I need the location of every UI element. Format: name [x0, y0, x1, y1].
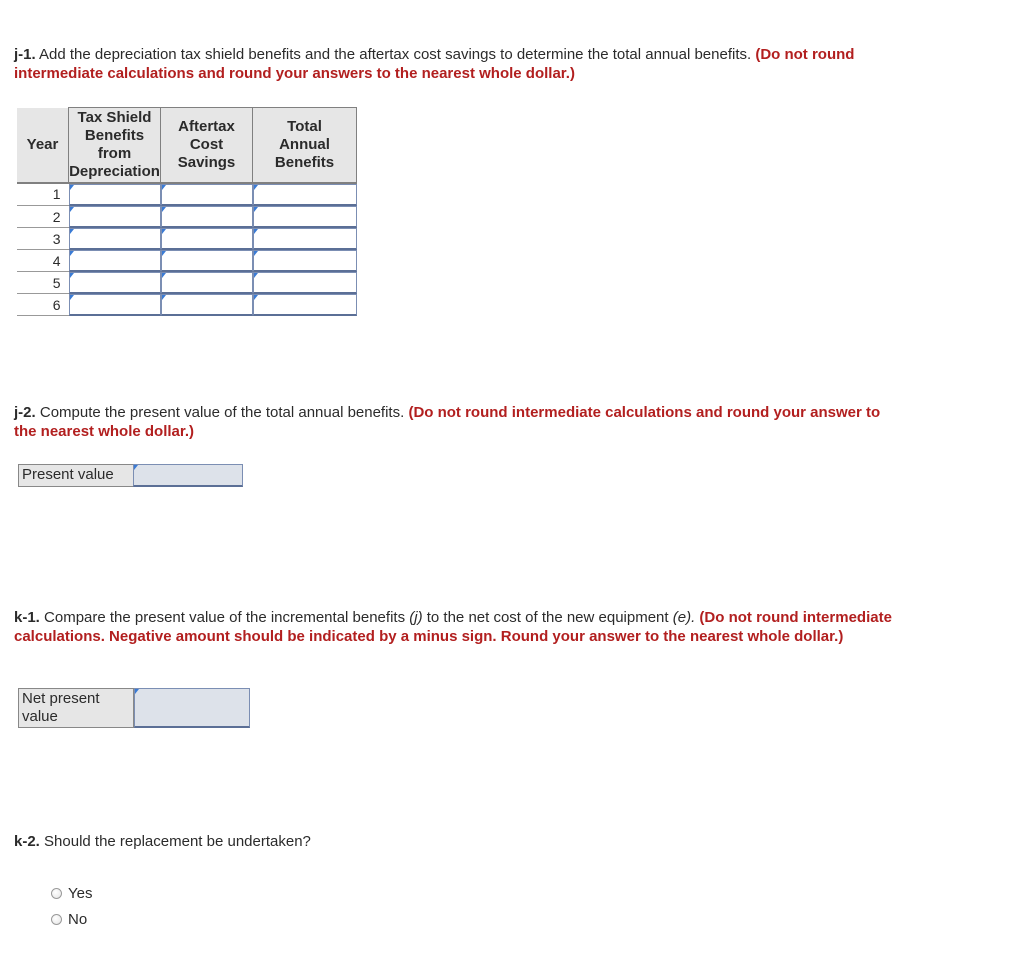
ref-e: (e). [672, 609, 696, 626]
radio-label: No [68, 911, 88, 928]
aftertax-input[interactable] [161, 272, 253, 294]
radio-button-icon[interactable] [51, 914, 62, 925]
header-line: Tax Shield [77, 108, 152, 126]
question-text: Add the depreciation tax shield benefits and the aftertax cost savings to determine the total annual benefits. [39, 46, 752, 63]
ref-j: (j) [409, 609, 423, 626]
question-number: j-2. [14, 404, 36, 421]
total-input[interactable] [253, 184, 357, 206]
header-line: Cost [189, 135, 224, 153]
aftertax-input[interactable] [161, 250, 253, 272]
year-cell: 1 [17, 183, 69, 206]
net-present-value-input[interactable] [134, 688, 250, 728]
header-line: Aftertax [178, 117, 235, 135]
benefits-table [17, 107, 357, 316]
table-row [17, 250, 357, 272]
header-line: Benefits [274, 153, 335, 171]
year-cell: 6 [17, 294, 69, 316]
total-input[interactable] [253, 206, 357, 228]
header-aftertax [161, 108, 253, 183]
question-note: (Do not round intermediate calculations. Negative amount should be indicated by a minus sign. Round your answer to the nearest whole dollar.) [14, 609, 892, 645]
header-line: Depreciation [69, 162, 160, 180]
question-text-b: to the net cost of the new equipment [422, 609, 673, 626]
header-line: Annual [279, 135, 330, 153]
total-input[interactable] [253, 294, 357, 316]
present-value-input[interactable] [133, 464, 243, 487]
year-cell: 4 [17, 250, 69, 272]
radio-label: Yes [68, 885, 93, 902]
table-row [17, 272, 357, 294]
tax-shield-input[interactable] [69, 228, 161, 250]
question-text: Should the replacement be undertaken? [44, 833, 311, 850]
radio-button-icon[interactable] [51, 888, 62, 899]
aftertax-input[interactable] [161, 228, 253, 250]
table-row [17, 294, 357, 316]
table-row [17, 206, 357, 228]
header-line: Savings [177, 153, 236, 171]
header-line: from [97, 144, 132, 162]
header-tax-shield [69, 108, 161, 183]
net-present-value-label: Net present value [18, 688, 134, 728]
total-input[interactable] [253, 228, 357, 250]
radio-no[interactable] [51, 911, 87, 928]
present-value-label: Present value [18, 464, 134, 487]
question-k1 [14, 608, 894, 646]
question-number: j-1. [14, 46, 36, 63]
year-cell: 2 [17, 206, 69, 228]
total-input[interactable] [253, 272, 357, 294]
question-k2 [14, 832, 894, 851]
question-note: (Do not round intermediate calculations and round your answers to the nearest whole dollar.) [14, 46, 855, 82]
question-text-a: Compare the present value of the incremental benefits [44, 609, 410, 626]
question-j1 [14, 45, 894, 83]
question-number: k-1. [14, 609, 40, 626]
year-cell: 5 [17, 272, 69, 294]
question-note: (Do not round intermediate calculations and round your answer to the nearest whole dollar.) [14, 404, 881, 440]
header-total [253, 108, 357, 183]
aftertax-input[interactable] [161, 184, 253, 206]
tax-shield-input[interactable] [69, 184, 161, 206]
header-line: Benefits [84, 126, 145, 144]
total-input[interactable] [253, 250, 357, 272]
aftertax-input[interactable] [161, 294, 253, 316]
aftertax-input[interactable] [161, 206, 253, 228]
tax-shield-input[interactable] [69, 272, 161, 294]
question-text: Compute the present value of the total annual benefits. [39, 404, 405, 421]
radio-yes[interactable] [51, 885, 92, 902]
table-row [17, 228, 357, 250]
tax-shield-input[interactable] [69, 294, 161, 316]
header-line: Total [287, 117, 322, 135]
question-number: k-2. [14, 833, 40, 850]
question-j2 [14, 403, 894, 441]
header-year: Year [17, 108, 69, 183]
year-cell: 3 [17, 228, 69, 250]
table-row [17, 183, 357, 206]
tax-shield-input[interactable] [69, 250, 161, 272]
tax-shield-input[interactable] [69, 206, 161, 228]
